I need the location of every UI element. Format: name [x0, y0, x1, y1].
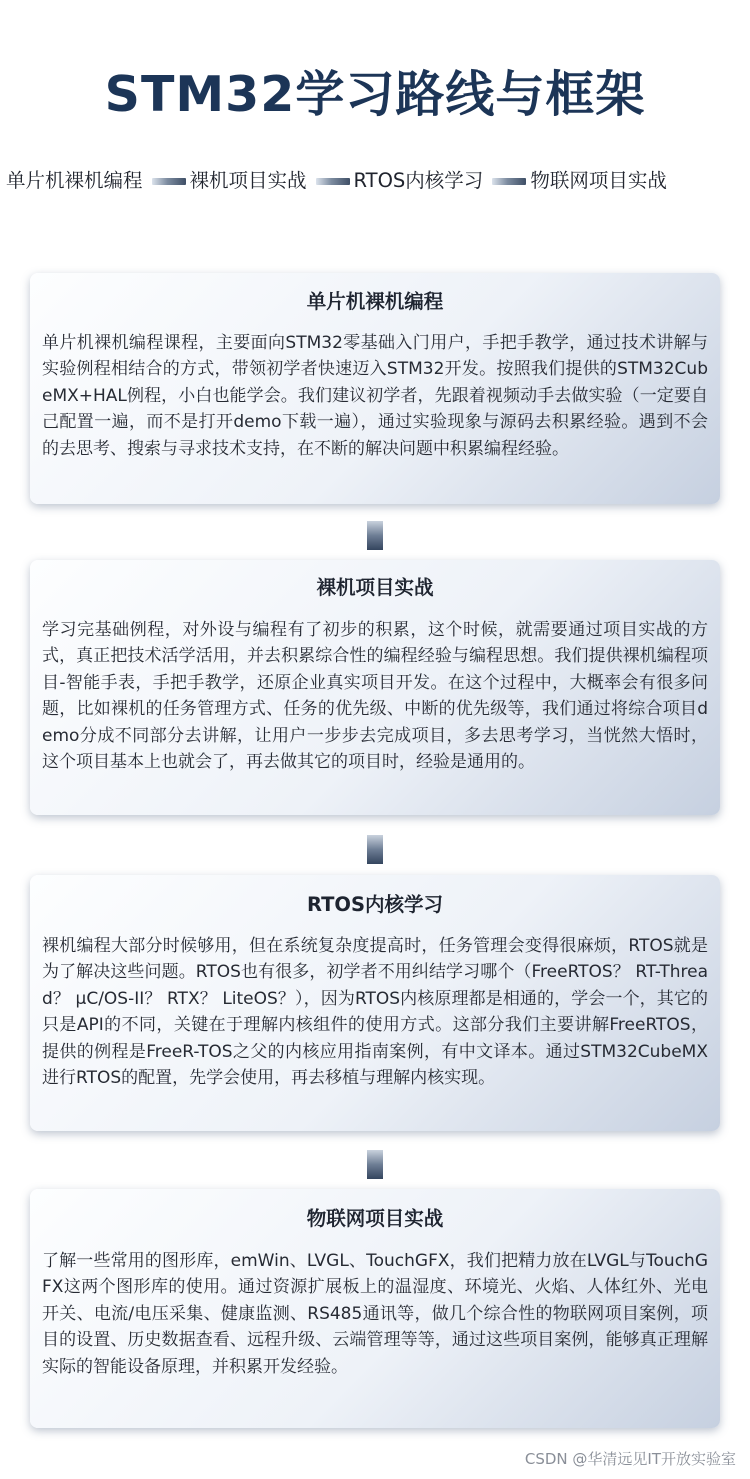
roadmap-arrow-icon [316, 178, 350, 185]
section-card-rtos [30, 875, 720, 1131]
roadmap-arrow-icon [492, 178, 526, 185]
connector-bar [367, 521, 383, 550]
section-card-bare-metal-project [30, 560, 720, 815]
connector-bar [367, 1150, 383, 1179]
roadmap [6, 166, 746, 196]
page-title: STM32学习路线与框架 [104, 66, 646, 123]
section-title: RTOS内核学习 [306, 893, 444, 916]
section-text: 裸机编程大部分时候够用，但在系统复杂度提高时，任务管理会变得很麻烦，RTOS就是为了解决这些问题。RTOS也有很多，初学者不用纠结学习哪个（FreeRTOS？ RT-Thread？ μC/OS-II？ RTX？ LiteOS？），因为RTOS内核原理都是相通的，学会一个，其它的只是API的不同，关键在于理解内核组件的使用方式。这部分我们主要讲解FreeRTOS，提供的例程是FreeR-TOS之父的内核应用指南案例，有中文译本。通过STM32CubeMX进行RTOS的配置，先学会使用，再去移植与理解内核实现。 [42, 936, 708, 1089]
connector-bar [367, 835, 383, 864]
section-text: 学习完基础例程，对外设与编程有了初步的积累，这个时候，就需要通过项目实战的方式，真正把技术活学活用，并去积累综合性的编程经验与编程思想。我们提供裸机编程项目-智能手表，手把手教学，还原企业真实项目开发。在这个过程中，大概率会有很多问题，比如裸机的任务管理方式、任务的优先级、中断的优先级等，我们通过将综合项目demo分成不同部分去讲解，让用户一步步去完成项目，多去思考学习，当恍然大悟时，这个项目基本上也就会了，再去做其它的项目时，经验是通用的。 [42, 620, 708, 773]
section-card-bare-metal [30, 273, 720, 504]
section-title: 物联网项目实战 [306, 1207, 444, 1230]
roadmap-step-iot: 物联网项目实战 [530, 169, 667, 192]
roadmap-arrow-icon [152, 178, 186, 185]
section-text: 了解一些常用的图形库，emWin、LVGL、TouchGFX，我们把精力放在LVGL与TouchGFX这两个图形库的使用。通过资源扩展板上的温湿度、环境光、火焰、人体红外、光电开关、电流/电压采集、健康监测、RS485通讯等，做几个综合性的物联网项目案例，项目的设置、历史数据查看、远程升级、云端管理等等，通过这些项目案例，能够真正理解实际的智能设备原理，并积累开发经验。 [42, 1251, 708, 1377]
roadmap-step-bare-metal-project: 裸机项目实战 [189, 169, 307, 192]
section-card-iot [30, 1189, 720, 1428]
roadmap-step-bare-metal: 单片机裸机编程 [6, 169, 143, 192]
section-text: 单片机裸机编程课程，主要面向STM32零基础入门用户，手把手教学，通过技术讲解与实验例程相结合的方式，带领初学者快速迈入STM32开发。按照我们提供的STM32CubeMX+HAL例程，小白也能学会。我们建议初学者，先跟着视频动手去做实验（一定要自己配置一遍，而不是打开demo下载一遍），通过实验现象与源码去积累经验。遇到不会的去思考、搜索与寻求技术支持，在不断的解决问题中积累编程经验。 [42, 333, 708, 459]
section-title: 裸机项目实战 [316, 576, 434, 599]
csdn-watermark: CSDN @华清远见IT开放实验室 [524, 1450, 736, 1468]
roadmap-step-rtos: RTOS内核学习 [353, 169, 484, 192]
section-title: 单片机裸机编程 [306, 290, 444, 313]
